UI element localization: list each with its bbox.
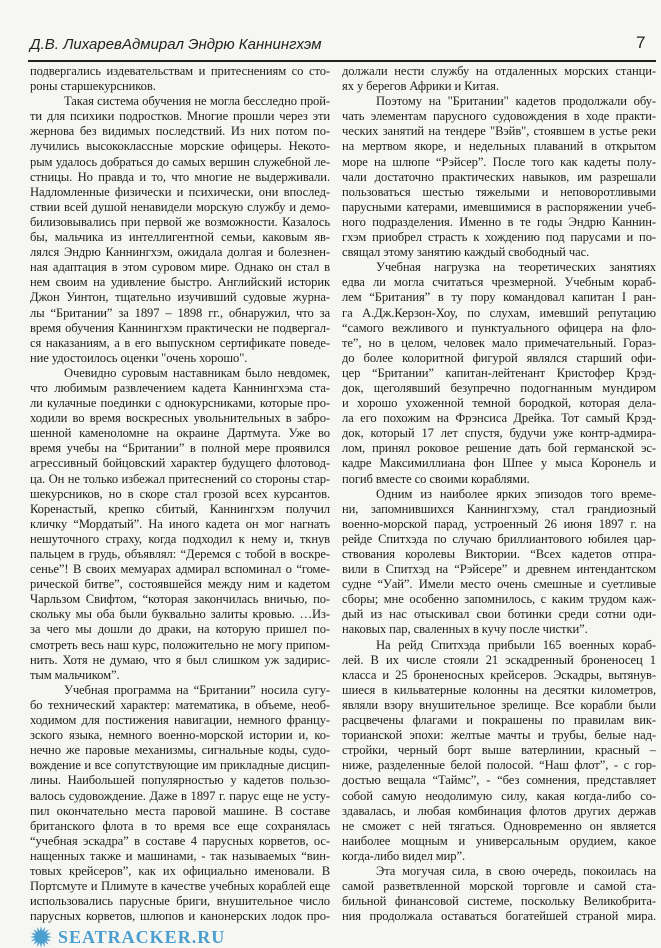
text-line: парусных корветов, шлюпов и канонерских лодок про- bbox=[30, 909, 330, 924]
text-line: море на шлюпе “Рэйсер”. После того как кадеты полу- bbox=[342, 154, 656, 169]
text-line: На рейд Спитхэда прибыли 165 военных кораб- bbox=[376, 637, 656, 652]
text-line: кличку “Мордатый”. На иного кадета он мог нагнать bbox=[30, 516, 330, 531]
text-line: едва ли могла считаться чрезмерной. Учебным кораб- bbox=[342, 275, 656, 290]
text-line: ниже, разделенные белой полосой. “Наш флот”, - с гор- bbox=[342, 758, 656, 773]
text-line: лом, принял роковое решение дать бой германской эс- bbox=[342, 441, 656, 456]
paragraph bbox=[342, 260, 656, 486]
text-line: Эта могучая сила, в свою очередь, покоилась на bbox=[376, 863, 656, 878]
text-line: достью вещала “Таймс”, - “без сомнения, представляет bbox=[342, 773, 656, 788]
text-line: что любимым развлечением кадета Каннингхэма ста- bbox=[30, 380, 330, 395]
text-line: га А.Дж.Керзон-Хоу, по слухам, имевший репутацию bbox=[342, 305, 656, 320]
text-line: погиб вместе со своими кораблями. bbox=[342, 471, 530, 486]
text-line: лучились высококлассные морские офицеры. Некото- bbox=[30, 139, 330, 154]
text-line: Учебная нагрузка на теоретических занятиях bbox=[376, 260, 656, 275]
text-line: являли взору внушительное зрелище. Все корабли были bbox=[342, 697, 656, 712]
text-line: лы “Британии” за 1897 – 1898 гг., обнаружил, что за bbox=[30, 305, 330, 320]
paragraph bbox=[30, 366, 330, 683]
text-line: бо технический характер: математика, в объеме, необ- bbox=[30, 697, 330, 712]
text-line: ствования королевы Виктории. “Всех кадетов отпра- bbox=[342, 547, 656, 561]
paragraph bbox=[342, 64, 656, 94]
text-line: подвергались издевательствам и притеснениям со сто- bbox=[30, 64, 330, 78]
text-line: тым мальчиком”. bbox=[30, 667, 120, 682]
text-line: нечно же паровые механизмы, сигнальные коды, судо- bbox=[30, 743, 330, 758]
text-line: “учебная эскадра” в составе 4 парусных корветов, ос- bbox=[30, 833, 330, 848]
text-line: цер “Британии” капитан-лейтенант Кристофер Крэд- bbox=[342, 365, 656, 380]
text-line: сборы; мне особенно запомнилось, с каким трудом каж- bbox=[342, 592, 656, 607]
text-line: вождение и все сопутствующие им прикладные дисцип- bbox=[30, 758, 330, 773]
text-line: наковых пар, сваленных в кучу после чистки”. bbox=[342, 622, 588, 637]
text-line: роны старшекурсников. bbox=[30, 79, 156, 94]
text-line: здавалась, и любая комбинация флотов других держав bbox=[342, 803, 656, 818]
text-line: бы, мальчика из интеллигентной семьи, каковым яв- bbox=[30, 230, 330, 245]
paragraph bbox=[342, 864, 656, 924]
text-line: пальцем в грудь, объявлял: “Деремся с тобой в воскре- bbox=[30, 547, 330, 561]
text-line: ти для психики подростков. Многие прошли через эти bbox=[30, 109, 330, 124]
text-line: время обучения Каннингхэм практически не подвергал- bbox=[30, 320, 330, 335]
text-line: класса и 25 броненосных крейсеров. Эскадры, вытянув- bbox=[342, 667, 656, 682]
text-line: гхэм приобрел страсть к хождению под парусами и по- bbox=[342, 230, 656, 245]
paragraph bbox=[30, 64, 330, 94]
text-line: ходили во время воскресных увольнительных в забро- bbox=[30, 411, 330, 426]
text-line: расцвечены флагами и покрашены по правилам вик- bbox=[342, 713, 656, 728]
text-line: валось судовождение. Даже в 1897 г. парус еще не усту- bbox=[30, 788, 330, 803]
sunburst-icon bbox=[30, 926, 52, 948]
text-line: за чего мы дошли до драки, на которую пришел по- bbox=[30, 622, 330, 637]
text-line: пользоваться шестью тяжелыми и неповоротливыми bbox=[342, 184, 656, 199]
text-line: ни, запомнившихся Каннингхэму, стал грандиозный bbox=[342, 501, 656, 516]
text-line: самой разветвленной морской торговле и самой ста- bbox=[342, 879, 656, 894]
text-line: зского языка, немного военно-морской истории и, ко- bbox=[30, 728, 330, 743]
text-line: ся наказаниям, а в его выпускном сертификате поведе- bbox=[30, 335, 330, 350]
text-line: ли кулачные поединки с однокурсниками, которые про- bbox=[30, 396, 330, 411]
text-line: Поэтому на "Британии" кадетов продолжали обу- bbox=[376, 94, 656, 109]
text-line: агрессивный бойцовский характер будущего флотовод- bbox=[30, 456, 330, 471]
paragraph bbox=[30, 683, 330, 925]
text-line: сенье”! В своих мемуарах адмирал вспоминал о “гоме- bbox=[30, 562, 330, 577]
header-rule bbox=[28, 60, 656, 62]
text-line: наиболее мощным и универсальным орудием, какое bbox=[342, 833, 656, 848]
text-line: время учебы на “Британии” в полной мере проявился bbox=[30, 441, 330, 456]
text-line: ла его похожим на Фрэнсиса Дрейка. Тот самый Крэд- bbox=[342, 411, 656, 426]
text-line: скольку мы оба были буквально залиты кровью. …Из- bbox=[30, 607, 330, 622]
text-line: лем “Британия” в ту пору командовал капитан I ран- bbox=[342, 290, 656, 305]
text-line: кадре Максимиллиана фон Шпее у мыса Коронель и bbox=[342, 456, 656, 471]
text-line: стройки, черный борт выше ватерлинии, красный – bbox=[342, 743, 656, 758]
text-line: Джон Уинтон, тщательно изучивший судовые журна- bbox=[30, 290, 330, 305]
text-line: нешуточного страху, когда подходил к нему и, ткнув bbox=[30, 531, 330, 546]
text-line: на мертвом якоре, и недельных плаваний в открытом bbox=[342, 139, 656, 154]
text-line: билизовывались при первой же возможности. Казалось bbox=[30, 214, 330, 229]
text-line: “самого вежливого и пунктуального офицера на фло- bbox=[342, 320, 656, 335]
text-line: товых крейсеров”, как их официально именовали. В bbox=[30, 863, 330, 878]
text-line: ствии всей душой ненавидели морскую службу и демо- bbox=[30, 199, 330, 214]
header-author: Д.В. Лихарев bbox=[30, 36, 122, 53]
text-line: шекурсников, но в скоре стал грозой всех курсантов. bbox=[30, 486, 330, 501]
text-line: использовались парусные бриги, внушительное число bbox=[30, 894, 330, 909]
text-line: док, который 17 лет спустя, будучи уже контр-адмира- bbox=[342, 426, 656, 441]
text-line: ние удостоилось оценки "очень хорошо". bbox=[30, 350, 248, 365]
text-column-left bbox=[30, 64, 330, 924]
text-column-right bbox=[342, 64, 656, 924]
text-line: Одним из наиболее ярких эпизодов того време- bbox=[376, 486, 656, 501]
text-line: и хорошо ухоженной темной бородкой, которая дела- bbox=[342, 396, 656, 411]
paragraph bbox=[30, 94, 330, 366]
text-line: до более колоритной фигурой являлся старший офи- bbox=[342, 350, 656, 365]
text-line: ях у берегов Африки и Китая. bbox=[342, 79, 499, 94]
text-line: смотреть весь наш курс, положительно не могу припом- bbox=[30, 637, 330, 652]
text-line: Коренастый, крепко сбитый, Каннингхэм получил bbox=[30, 501, 330, 516]
text-line: стницы. Но правда и то, что многие не выдерживали. bbox=[30, 169, 330, 184]
text-line: ходимом для постижения навигации, немного францу- bbox=[30, 713, 330, 728]
text-line: шиеся в кильватерные колонны на десятки километров, bbox=[342, 682, 656, 697]
text-line: Чарльзом Свифтом, “которая закончилась вничью, по- bbox=[30, 592, 330, 607]
text-line: военно-морской парад, устроенный 26 июня 1897 г. на bbox=[342, 516, 656, 531]
text-line: нить. Хотя не думаю, что я был слишком уж задирис- bbox=[30, 652, 330, 667]
text-line: чать элементам парусного судовождения в ходе практи- bbox=[342, 109, 656, 124]
text-line: рым удалось добраться до самых вершин служебной ле- bbox=[30, 154, 330, 169]
text-line: Портсмуте и Плимуте в качестве учебных кораблей еще bbox=[30, 879, 330, 894]
text-line: не сможет с ней тягаться. Одновременно он является bbox=[342, 818, 656, 833]
text-line: лины. Наибольшей популярностью у кадетов пользо- bbox=[30, 773, 330, 788]
paragraph bbox=[342, 638, 656, 864]
text-line: бильной финансовой системе, поскольку Великобрита- bbox=[342, 894, 656, 909]
text-line: судне “Уай”. Имели место очень смешные и суетливые bbox=[342, 577, 656, 592]
text-line: нем своим на удивление быстро. Английский историк bbox=[30, 275, 330, 290]
text-line: лей. В их числе стояли 21 эскадренный броненосец 1 bbox=[342, 652, 656, 667]
text-line: жернова без видимых последствий. Из них потом по- bbox=[30, 124, 330, 139]
text-line: ного подразделения. Именно в те годы Эндрю Каннин- bbox=[342, 214, 656, 229]
text-line: лялся Эндрю Каннингхэм, ожидала долгая и болезнен- bbox=[30, 245, 330, 260]
text-line: пил окончательно места паровой машине. В составе bbox=[30, 803, 330, 818]
watermark-text: SEATRACKER.RU bbox=[58, 927, 226, 947]
text-line: торианской эпохи: желтые мачты и трубы, белые над- bbox=[342, 728, 656, 743]
text-line: рической битве”, состоявшейся между ним и кадетом bbox=[30, 577, 330, 592]
text-line: ния продолжала оставаться богатейшей страной мира. bbox=[342, 909, 656, 924]
text-line: собой самую неодолимую силу, какая когда-либо со- bbox=[342, 788, 656, 803]
text-line: Учебная программа на “Британии” носила сугу- bbox=[64, 682, 330, 697]
text-line: парусными катерами, имевшимися в распоряжении учеб- bbox=[342, 199, 656, 214]
page-number: 7 bbox=[636, 33, 646, 52]
text-line: нащенных также и машинами, - так называемых “вин- bbox=[30, 848, 330, 863]
text-line: чали достаточно практических навыков, им разрешали bbox=[342, 169, 656, 184]
paragraph bbox=[342, 487, 656, 638]
text-line: дый из нас отыскивал свои ботинки среди сотни оди- bbox=[342, 607, 656, 622]
text-line: Очевидно суровым наставникам было невдомек, bbox=[64, 365, 330, 380]
text-line: вили в Спитхэд на “Рэйсере” и древнем интендантском bbox=[342, 562, 656, 577]
text-line: когда-либо видел мир”. bbox=[342, 848, 466, 863]
text-line: шенной каменоломне на окраине Дартмута. Уже во bbox=[30, 426, 330, 441]
text-line: британского флота в то время все еще сохранялась bbox=[30, 818, 330, 833]
paragraph bbox=[342, 94, 656, 260]
text-line: ческих занятий на тендере "Вэйв", стоявшем в устье реки bbox=[342, 124, 656, 139]
text-line: свящал этому занятию каждый свободный час. bbox=[342, 245, 590, 260]
text-line: должали нести службу на отдаленных морских станци- bbox=[342, 64, 656, 78]
text-line: Такая система обучения не могла бесследно прой- bbox=[64, 94, 330, 109]
text-line: Надломленные физически и психически, они впослед- bbox=[30, 184, 330, 199]
header-book-title: Адмирал Эндрю Каннингхэм bbox=[122, 36, 322, 53]
running-header bbox=[30, 36, 430, 56]
text-line: те”, но в целом, человек мало примечательный. Гораз- bbox=[342, 335, 656, 350]
text-line: ная адаптация в этом суровом мире. Однако он стал в bbox=[30, 260, 330, 275]
text-line: рейде Спитхэда по случаю бриллиантового юбилея цар- bbox=[342, 531, 656, 546]
text-line: док, щеголявший безупречно подогнанным мундиром bbox=[342, 380, 656, 395]
text-line: ца. Он не только избежал притеснений со стороны стар- bbox=[30, 471, 330, 486]
